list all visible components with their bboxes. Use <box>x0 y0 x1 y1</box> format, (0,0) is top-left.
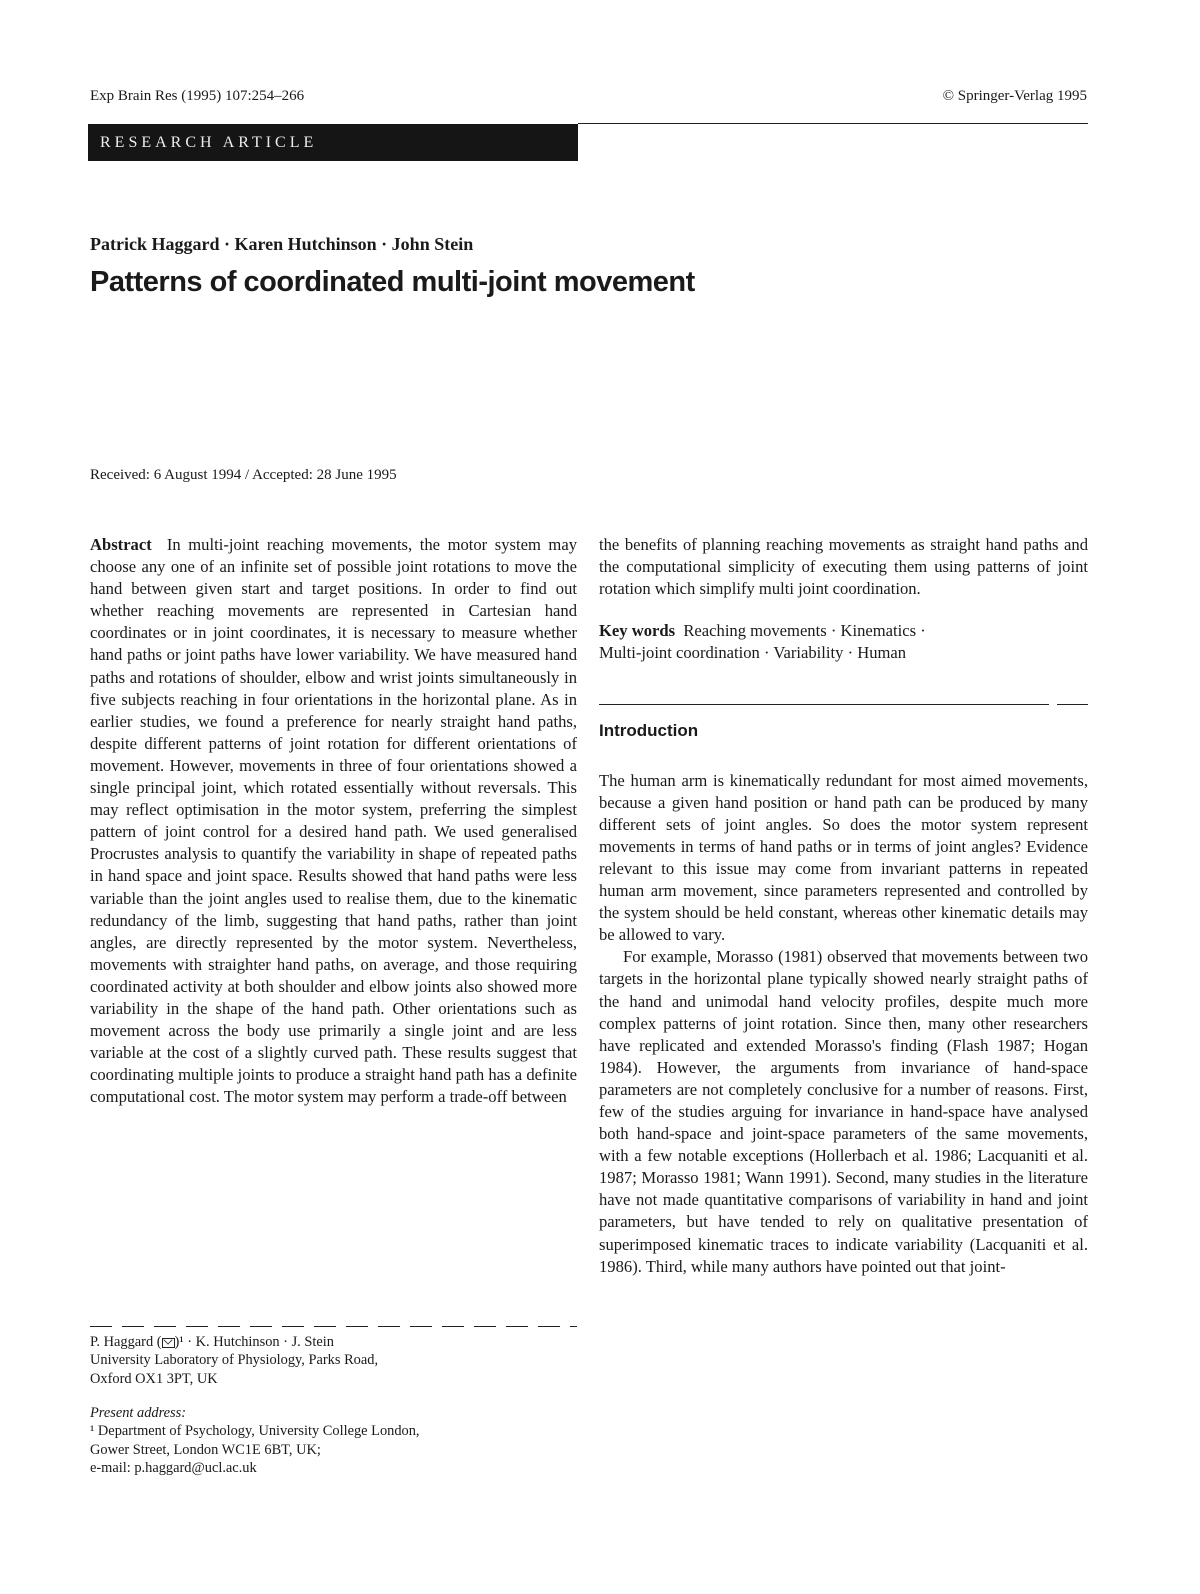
keywords-line-1: Reaching movements · Kinematics · <box>683 621 926 641</box>
envelope-icon <box>162 1338 175 1348</box>
received-dates: Received: 6 August 1994 / Accepted: 28 June 1995 <box>90 467 397 483</box>
paper-title: Patterns of coordinated multi-joint movement <box>90 266 695 298</box>
copyright-notice: © Springer-Verlag 1995 <box>942 88 1087 104</box>
author-list: Patrick Haggard · Karen Hutchinson · John Stein <box>90 234 474 254</box>
keywords-line-2: Multi-joint coordination · Variability · Human <box>599 643 907 663</box>
affiliation-line-2: Oxford OX1 3PT, UK <box>90 1370 218 1387</box>
present-address-label: Present address: <box>90 1405 187 1421</box>
footnote-separator <box>90 1326 577 1327</box>
present-address-line-2: Gower Street, London WC1E 6BT, UK; <box>90 1441 321 1458</box>
abstract-label: Abstract <box>90 535 152 554</box>
present-address-footnote <box>90 1404 577 1478</box>
article-type-banner: RESEARCH ARTICLE <box>88 124 578 161</box>
header-rule <box>578 123 1088 124</box>
left-column <box>90 534 577 1108</box>
email-address[interactable]: e-mail: p.haggard@ucl.ac.uk <box>90 1460 257 1477</box>
right-column <box>599 534 1088 1278</box>
intro-paragraph-2: For example, Morasso (1981) observed that movements between two targets in the horizontal plane typically showed nearly straight paths of the hand and unimodal hand velocity profiles, despite much more complex patterns of joint rotation. Since then, many other researchers have replicated and extended Morasso's finding (Flash 1987; Hogan 1984). However, the arguments from invariance of hand-space parameters are not completely conclusive for a number of reasons. First, few of the studies arguing for invariance in hand-space have analysed both hand-space and joint-space parameters of the same movements, with a few notable exceptions (Hollerbach et al. 1986; Lacquaniti et al. 1987; Morasso 1981; Wann 1991). Second, many studies in the literature have not made quantitative comparisons of variability in hand and joint parameters, but have tended to rely on qualitative presentation of superimposed kinematic traces to indicate variability (Lacquaniti et al. 1986). Third, while many authors have pointed out that joint- <box>599 947 1088 1276</box>
present-address-line-1: ¹ Department of Psychology, University College London, <box>90 1423 420 1440</box>
keywords-block <box>599 620 1088 664</box>
affiliation-line-1: University Laboratory of Physiology, Parks Road, <box>90 1352 379 1369</box>
intro-paragraph-1: The human arm is kinematically redundant for most aimed movements, because a given hand position or hand path can be produced by many different sets of joint angles. So does the motor system represent movements in terms of hand paths or in terms of joint angles? Evidence relevant to this issue may come from invariant patterns in repeated human arm movement, since parameters represented and controlled by the system should be held constant, whereas other kinematic details may be allowed to vary. <box>599 770 1088 945</box>
abstract-paragraph <box>90 534 577 1108</box>
affiliation-footnote <box>90 1333 577 1388</box>
abstract-text: In multi-joint reaching movements, the motor system may choose any one of an infinite set of possible joint rotations to move the hand between given start and target positions. In order to find out whether reaching movements are represented in Cartesian hand coordinates or in joint coordinates, it is necessary to measure whether hand paths or joint paths have lower variability. We have measured hand paths and rotations of shoulder, elbow and wrist joints simultaneously in five subjects reaching in four orientations in the horizontal plane. As in earlier studies, we found a preference for nearly straight hand paths, despite different patterns of joint rotation for different orientations of movement. However, movements in three of four orientations showed a single principal joint, which rotated essentially without reversals. This may reflect optimisation in the motor system, preferring the simplest pattern of joint control for a desired hand path. We used generalised Procrustes analysis to quantify the variability in shape of repeated paths in hand space and joint space. Results showed that hand paths were less variable than the joint angles used to realise them, due to the kinematic redundancy of the limb, suggesting that hand paths, rather than joint angles, are directly represented by the motor system. Nevertheless, movements with straighter hand paths, on average, and those requiring coordinated activity at both shoulder and elbow joints also showed more variability in the shape of the hand path. Other orientations such as movement across the body use primarily a single joint and are less variable at the cost of a slightly curved path. These results suggest that coordinating multiple joints to produce a straight hand path has a definite computational cost. The motor system may perform a trade-off between <box>90 535 578 1107</box>
journal-citation: Exp Brain Res (1995) 107:254–266 <box>90 88 305 104</box>
section-rule <box>599 704 1088 705</box>
section-heading-introduction: Introduction <box>599 721 699 741</box>
keywords-label: Key words <box>599 621 676 641</box>
corresponding-authors: P. Haggard ( )¹ · K. Hutchinson · J. Stein <box>90 1334 334 1350</box>
abstract-continuation: the benefits of planning reaching movements as straight hand paths and the computational simplicity of executing them using patterns of joint rotation which simplify multi joint coordination. <box>599 535 1088 599</box>
